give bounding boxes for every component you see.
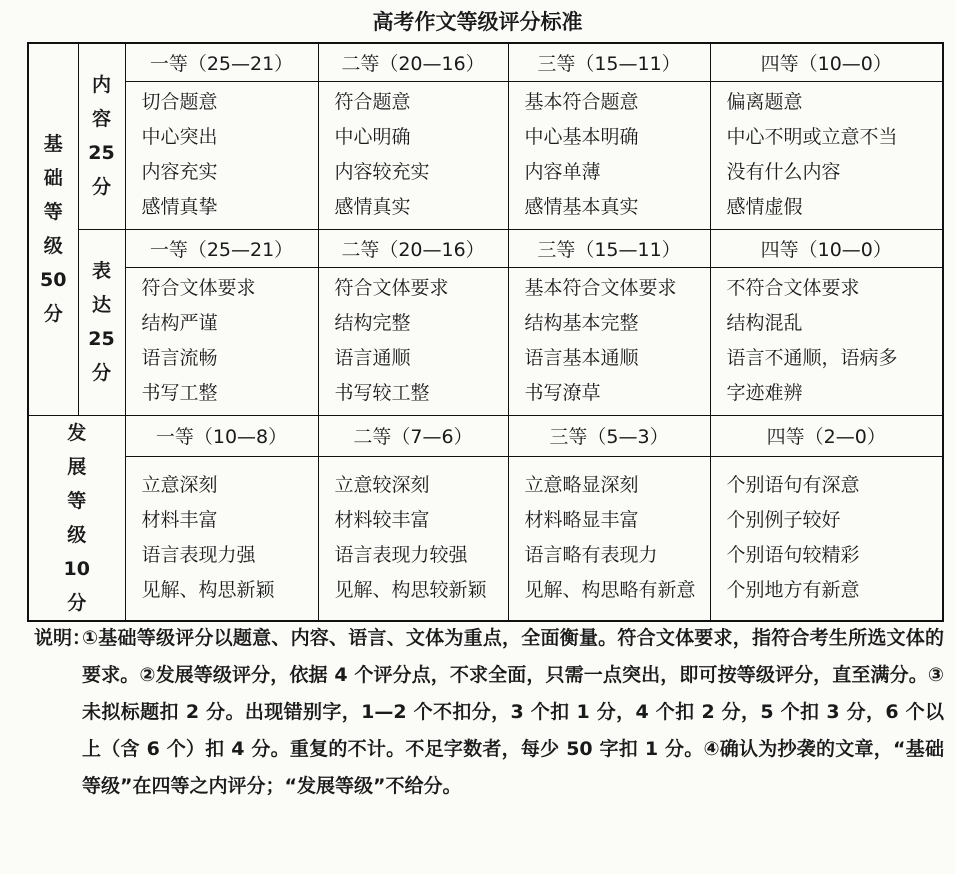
grade-header: 四等（2—0） xyxy=(710,415,943,456)
criteria-cell: 符合题意 中心明确 内容较充实 感情真实 xyxy=(318,81,508,229)
grade-header: 四等（10—0） xyxy=(710,43,943,81)
grade-header: 一等（25—21） xyxy=(125,229,318,267)
grading-table xyxy=(27,42,944,622)
scoring-notes xyxy=(34,620,944,805)
grade-header: 三等（15—11） xyxy=(508,43,710,81)
criteria-cell: 符合文体要求 结构严谨 语言流畅 书写工整 xyxy=(125,267,318,415)
grade-header: 三等（15—11） xyxy=(508,229,710,267)
criteria-cell: 不符合文体要求 结构混乱 语言不通顺，语病多 字迹难辨 xyxy=(710,267,943,415)
grade-header: 二等（20—16） xyxy=(318,229,508,267)
expression-label: 表 达 25 分 xyxy=(78,229,125,415)
criteria-cell: 立意深刻 材料丰富 语言表现力强 见解、构思新颖 xyxy=(125,456,318,620)
page-title: 高考作文等级评分标准 xyxy=(372,10,583,34)
grade-header: 四等（10—0） xyxy=(710,229,943,267)
grade-header: 三等（5—3） xyxy=(508,415,710,456)
criteria-cell: 个别语句有深意 个别例子较好 个别语句较精彩 个别地方有新意 xyxy=(710,456,943,620)
criteria-cell: 立意略显深刻 材料略显丰富 语言略有表现力 见解、构思略有新意 xyxy=(508,456,710,620)
criteria-cell: 偏离题意 中心不明或立意不当 没有什么内容 感情虚假 xyxy=(710,81,943,229)
criteria-cell: 切合题意 中心突出 内容充实 感情真挚 xyxy=(125,81,318,229)
criteria-cell: 基本符合题意 中心基本明确 内容单薄 感情基本真实 xyxy=(508,81,710,229)
grade-header: 二等（7—6） xyxy=(318,415,508,456)
grade-header: 二等（20—16） xyxy=(318,43,508,81)
note-text: ①基础等级评分以题意、内容、语言、文体为重点，全面衡量。符合文体要求，指符合考生所选文体的要求。②发展等级评分，依据 4 个评分点，不求全面，只需一点突出，即可按等级评分，直至满分。③未拟标题扣 2 分。出现错别字，1—2 个不扣分，3 个扣 1 分，4 个扣 2 分，5 个扣 3 分，6 个以上（含 6 个）扣 4 分。重复的不计。不足字数者，每少 50 字扣 1 分。④确认为抄袭的文章，“基础等级”在四等之内评分；“发展等级”不给分。 xyxy=(82,627,944,797)
note-label: 说明： xyxy=(34,627,92,649)
criteria-cell: 立意较深刻 材料较丰富 语言表现力较强 见解、构思较新颖 xyxy=(318,456,508,620)
basic-level-label: 基 础 等 级 50 分 xyxy=(28,43,78,415)
grade-header: 一等（10—8） xyxy=(125,415,318,456)
criteria-cell: 符合文体要求 结构完整 语言通顺 书写较工整 xyxy=(318,267,508,415)
development-level-label: 发 展 等 级 10 分 xyxy=(28,415,125,621)
criteria-cell: 基本符合文体要求 结构基本完整 语言基本通顺 书写潦草 xyxy=(508,267,710,415)
content-label: 内 容 25 分 xyxy=(78,43,125,229)
grade-header: 一等（25—21） xyxy=(125,43,318,81)
